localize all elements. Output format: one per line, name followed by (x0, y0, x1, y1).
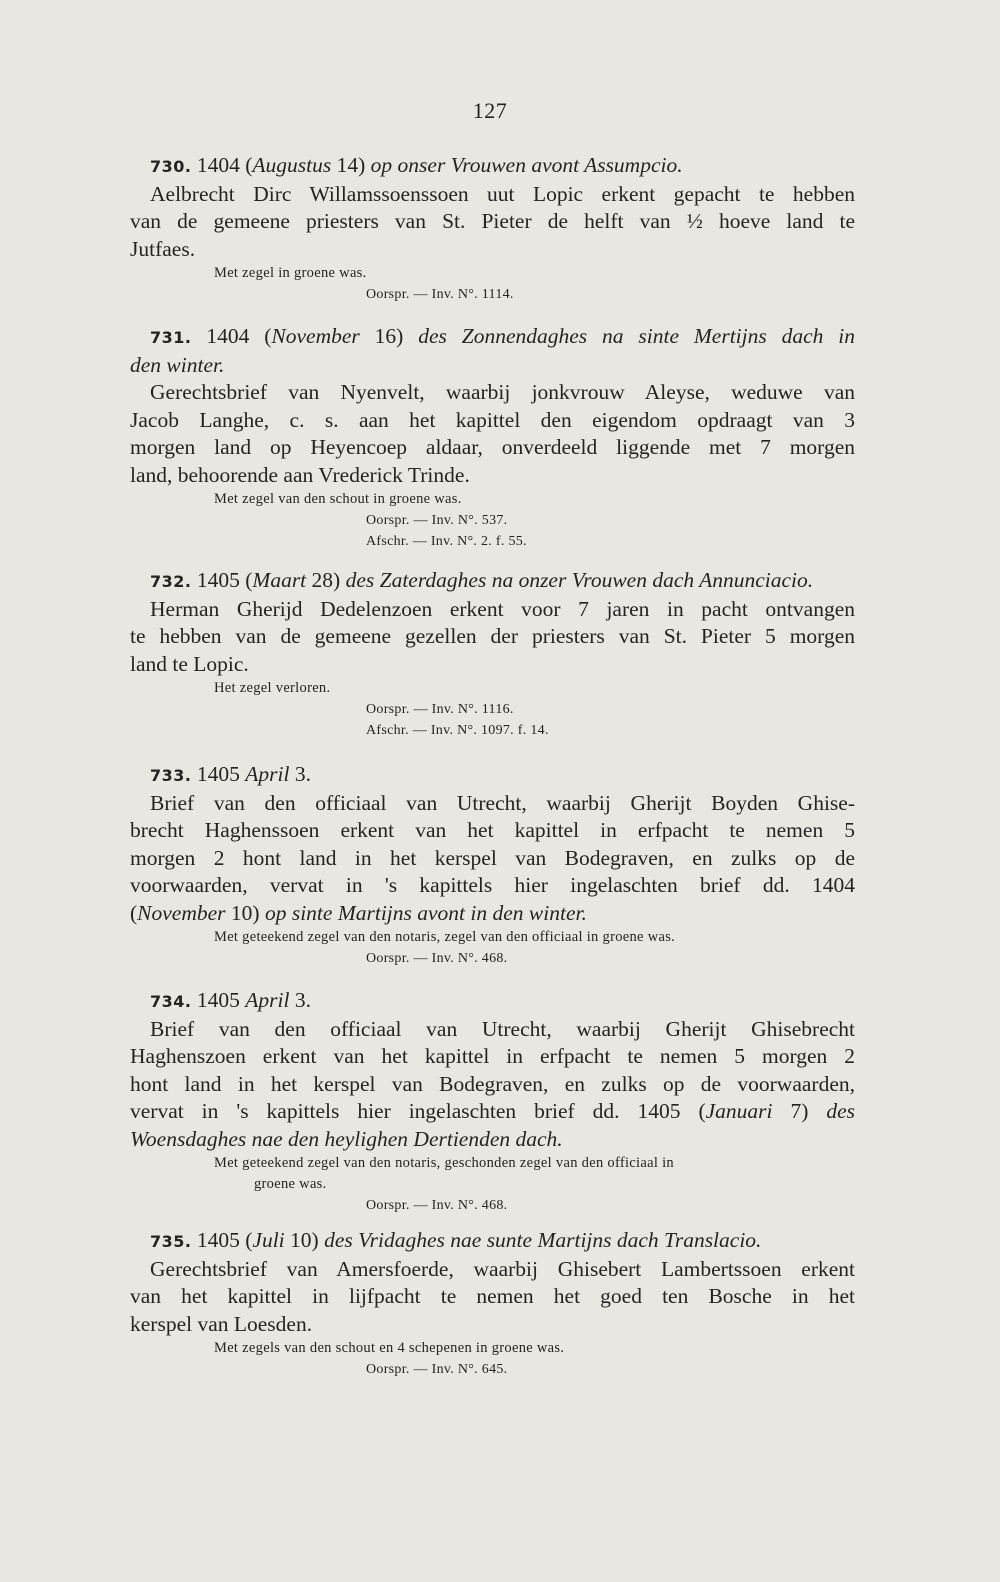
entry-text-line: vervat in 's kapittels hier ingelaschten brief dd. 1405 (Januari 7) des (130, 1099, 855, 1123)
entry-text-line: morgen land op Heyencoep aldaar, onverdeeld liggende met 7 morgen (130, 435, 855, 459)
source-reference: Oorspr. — Inv. N°. 468. (366, 951, 508, 966)
regest-entry-733 (130, 761, 855, 969)
entry-heading: 730. 1404 (Augustus 14) op onser Vrouwen avont Assumpcio. (150, 153, 683, 177)
entry-text-line: Gerechtsbrief van Amersfoerde, waarbij Ghisebert Lambertssoen erkent (150, 1256, 855, 1281)
entry-heading: 735. 1405 (Juli 10) des Vridaghes nae sunte Martijns dach Translacio. (150, 1228, 762, 1252)
entry-text-line: hont land in het kerspel van Bodegraven, en zulks op de voorwaarden, (130, 1071, 855, 1096)
source-reference: Oorspr. — Inv. N°. 468. (366, 1198, 508, 1213)
seal-note: Met zegel in groene was. (214, 265, 367, 281)
seal-note: Met geteekend zegel van den notaris, zegel van den officiaal in groene was. (214, 929, 676, 945)
page-number: 127 (472, 98, 508, 123)
source-reference: Oorspr. — Inv. N°. 1114. (366, 287, 514, 302)
entry-text-line: land, behoorende aan Vrederick Trinde. (130, 462, 470, 487)
entry-number: 734. (150, 992, 192, 1011)
entry-number: 730. (150, 157, 192, 176)
entry-text-line: van de gemeene priesters van St. Pieter de helft van ½ hoeve land te (130, 209, 855, 233)
entry-number: 735. (150, 1232, 192, 1251)
entry-heading: 733. 1405 April 3. (150, 762, 311, 786)
source-reference: Oorspr. — Inv. N°. 537. (366, 513, 508, 528)
entry-text-line: Haghenszoen erkent van het kapittel in erfpacht te nemen 5 morgen 2 (130, 1044, 855, 1068)
regest-entry-730 (130, 152, 855, 305)
entry-heading: 731. 1404 (November 16) des Zonnendaghes na sinte Mertijns dach in (150, 324, 855, 348)
seal-note: Het zegel verloren. (214, 680, 331, 696)
source-reference: Oorspr. — Inv. N°. 645. (366, 1362, 508, 1377)
entry-heading: 734. 1405 April 3. (150, 988, 311, 1012)
entry-text-line: te hebben van de gemeene gezellen der priesters van St. Pieter 5 morgen (130, 624, 855, 648)
entry-text-line: Jutfaes. (130, 236, 196, 261)
entry-text-line: Herman Gherijd Dedelenzoen erkent voor 7 jaren in pacht ontvangen (150, 596, 855, 621)
entry-text-line: kerspel van Loesden. (130, 1311, 313, 1336)
seal-note: Met geteekend zegel van den notaris, geschonden zegel van den officiaal in (214, 1155, 674, 1171)
regest-entry-734 (130, 987, 855, 1216)
regest-entry-731 (130, 323, 855, 552)
seal-note: Met zegels van den schout en 4 schepenen in groene was. (214, 1340, 565, 1356)
entry-text-line: land te Lopic. (130, 651, 249, 676)
entry-text-line: brecht Haghenssoen erkent van het kapittel in erfpacht te nemen 5 (130, 818, 855, 842)
source-reference: Oorspr. — Inv. N°. 1116. (366, 702, 514, 717)
entry-text-line: Aelbrecht Dirc Willamssoenssoen uut Lopic erkent gepacht te hebben (150, 181, 855, 206)
seal-note: groene was. (254, 1176, 327, 1192)
entry-text-line: van het kapittel in lijfpacht te nemen het goed ten Bosche in het (130, 1284, 855, 1308)
entry-text-line: morgen 2 hont land in het kerspel van Bodegraven, en zulks op de (130, 845, 855, 870)
entry-number: 731. (150, 328, 192, 347)
entry-text-line: Brief van den officiaal van Utrecht, waarbij Gherijt Ghisebrecht (150, 1016, 855, 1041)
entry-text-line: den winter. (130, 352, 225, 377)
entry-number: 733. (150, 766, 192, 785)
source-reference: Afschr. — Inv. N°. 2. f. 55. (366, 534, 527, 549)
regest-entry-735 (130, 1227, 855, 1380)
entry-text-line: Woensdaghes nae den heylighen Dertienden dach. (130, 1126, 563, 1151)
seal-note: Met zegel van den schout in groene was. (214, 491, 462, 507)
entry-text-line: (November 10) op sinte Martijns avont in den winter. (130, 900, 587, 925)
entry-number: 732. (150, 572, 192, 591)
entry-text-line: Gerechtsbrief van Nyenvelt, waarbij jonkvrouw Aleyse, weduwe van (150, 380, 855, 404)
regest-entry-732 (130, 567, 855, 741)
entry-text-line: voorwaarden, vervat in 's kapittels hier ingelaschten brief dd. 1404 (130, 873, 855, 897)
source-reference: Afschr. — Inv. N°. 1097. f. 14. (366, 723, 549, 738)
entry-text-line: Jacob Langhe, c. s. aan het kapittel den eigendom opdraagt van 3 (130, 407, 855, 432)
entry-heading: 732. 1405 (Maart 28) des Zaterdaghes na onzer Vrouwen dach Annunciacio. (150, 568, 814, 592)
entry-text-line: Brief van den officiaal van Utrecht, waarbij Gherijt Boyden Ghise- (150, 790, 855, 815)
